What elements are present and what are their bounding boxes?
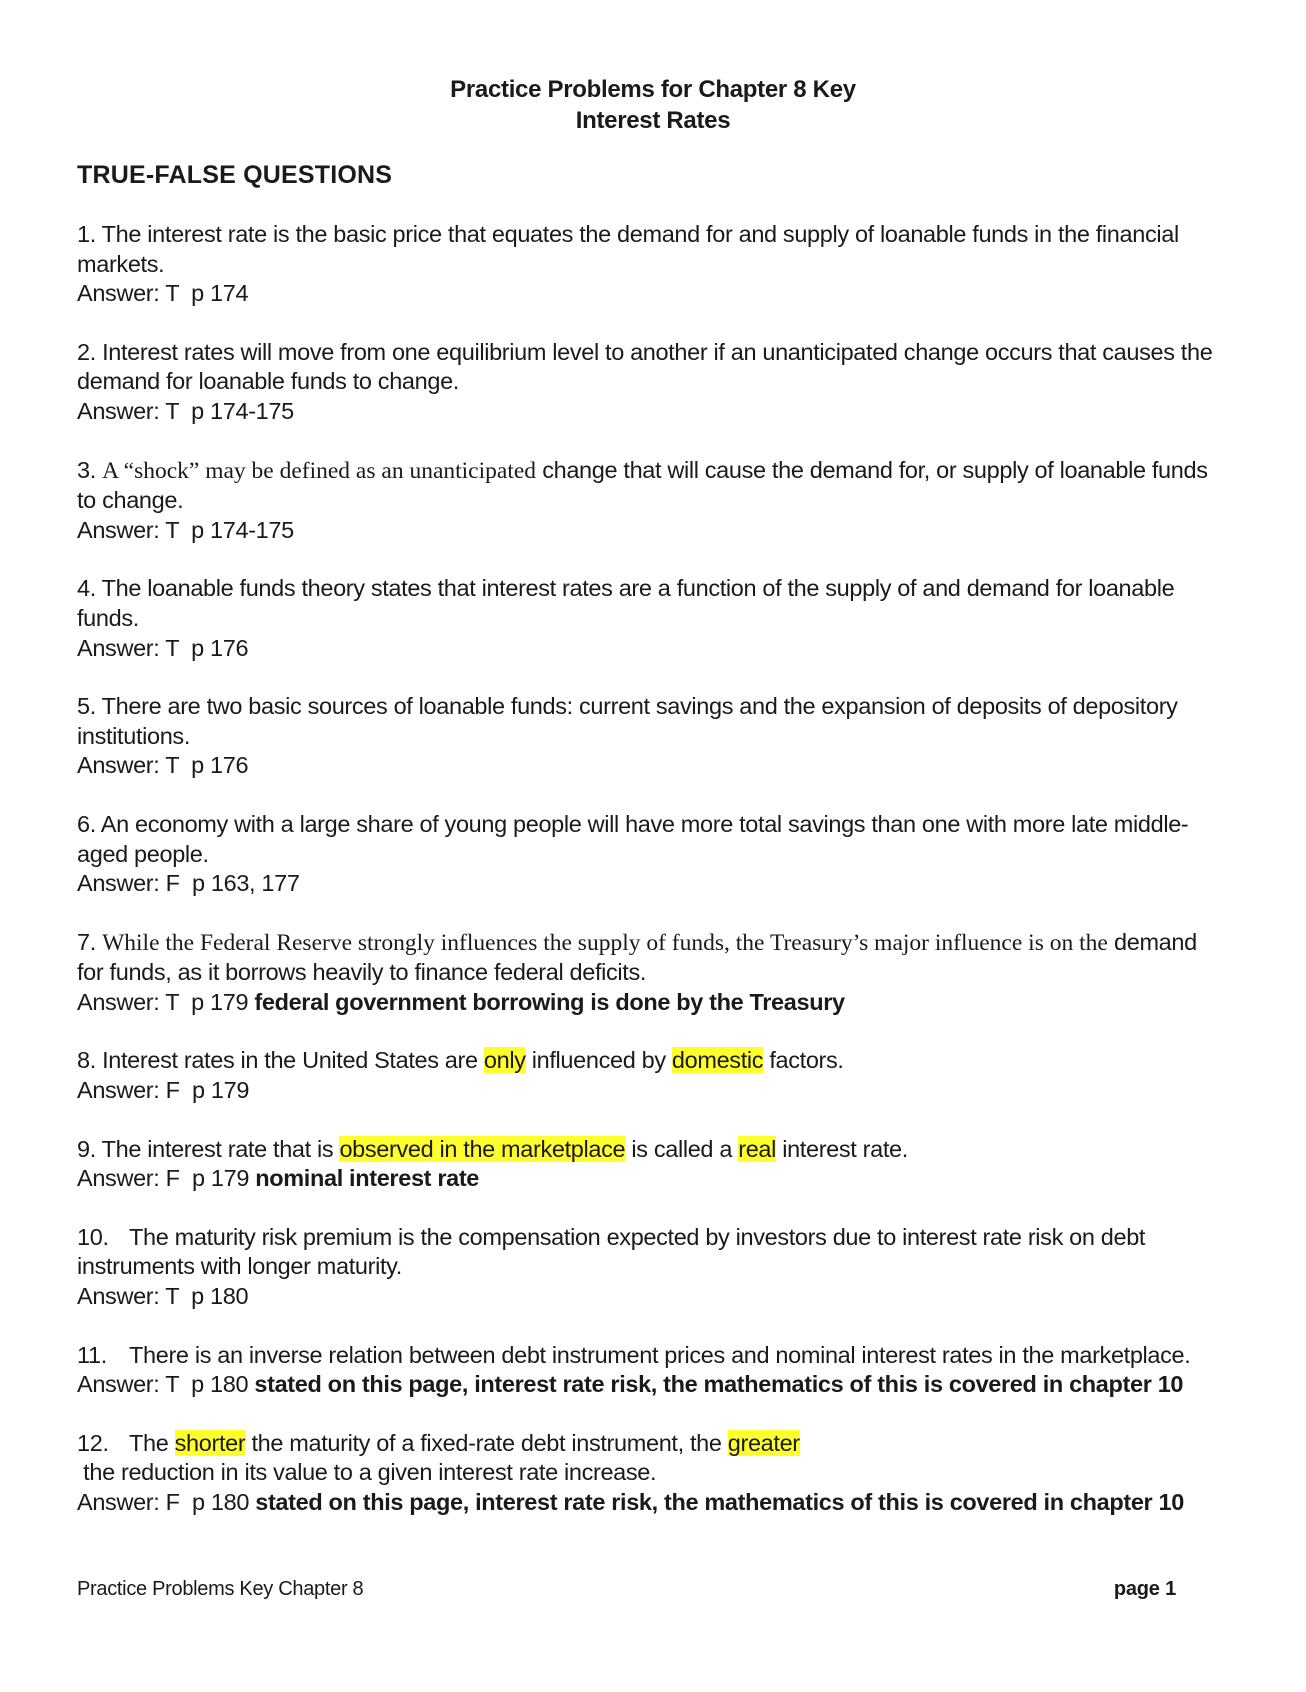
- answer: Answer: T p 174-175: [77, 397, 294, 424]
- page-number: page 1: [1113, 1578, 1176, 1600]
- question-text: 10. The maturity risk premium is the compensation expected by investors due to interest rate risk on debt instruments with longer maturity.: [77, 1223, 1146, 1280]
- question-text: 1. The interest rate is the basic price that equates the demand for and supply of loanable funds in the financial markets.: [77, 221, 1179, 277]
- question-text: 6. An economy with a large share of young people will have more total savings than one with more late middle-aged people.: [77, 810, 1189, 867]
- question-number: 7.: [77, 928, 96, 955]
- answer-line: [77, 397, 1227, 427]
- question-number: 8.: [77, 1047, 96, 1074]
- answer: Answer: T p 180: [77, 1371, 249, 1398]
- question-text: 9. The interest rate that is observed in the marketplace is called a real interest rate.: [77, 1135, 908, 1162]
- question-3: [77, 456, 1227, 546]
- question-number: 10.: [77, 1223, 109, 1250]
- answer-line: [77, 869, 1227, 899]
- question-number: 5.: [77, 693, 96, 720]
- section-heading: TRUE-FALSE QUESTIONS: [77, 161, 393, 189]
- question-8: [77, 1046, 1227, 1105]
- title-line-1: Practice Problems for Chapter 8 Key: [450, 76, 856, 103]
- answer: Answer: F p 163, 177: [77, 870, 300, 897]
- question-10: [77, 1223, 1227, 1312]
- highlighted-text: domestic: [671, 1047, 764, 1074]
- question-text: 3. A “shock” may be defined as an unanticipated change that will cause the demand for, or supply of loanable funds to change.: [77, 456, 1208, 514]
- question-number: 4.: [77, 575, 96, 602]
- question-number: 12.: [77, 1429, 109, 1456]
- answer-line: [77, 751, 1227, 781]
- question-1: [77, 220, 1227, 309]
- answer: Answer: T p 174: [77, 280, 249, 307]
- question-list: [77, 220, 1227, 1547]
- question-text: 5. There are two basic sources of loanable funds: current savings and the expansion of deposits of depository institutions.: [77, 693, 1178, 749]
- answer-line: [77, 1370, 1227, 1400]
- answer: Answer: T p 179: [77, 988, 249, 1015]
- answer-line: [77, 516, 1227, 546]
- highlighted-text: real: [738, 1135, 777, 1162]
- answer-line: [77, 988, 1227, 1018]
- question-number: 2.: [77, 338, 96, 365]
- question-11: [77, 1341, 1227, 1400]
- footer-title: Practice Problems Key Chapter 8: [77, 1578, 364, 1600]
- highlighted-text: shorter: [174, 1429, 246, 1456]
- document-title: [0, 74, 1306, 136]
- highlighted-text: only: [483, 1047, 526, 1074]
- title-line-2: Interest Rates: [575, 107, 731, 134]
- question-text: 8. Interest rates in the United States are only influenced by domestic factors.: [77, 1047, 844, 1074]
- highlighted-text: greater: [727, 1429, 800, 1456]
- question-text: 11. There is an inverse relation between debt instrument prices and nominal interest rates in the marketplace.: [77, 1342, 1190, 1368]
- question-2: [77, 338, 1227, 427]
- answer-note: stated on this page, interest rate risk, the mathematics of this is covered in chapter 10: [255, 1489, 1184, 1515]
- answer: Answer: F p 179: [77, 1077, 250, 1104]
- question-number: 1.: [77, 221, 96, 247]
- answer-line: [77, 1164, 1227, 1194]
- question-6: [77, 810, 1227, 899]
- question-9: [77, 1135, 1227, 1194]
- answer-note: federal government borrowing is done by the Treasury: [254, 988, 845, 1015]
- answer: Answer: F p 179: [77, 1165, 250, 1192]
- answer: Answer: T p 176: [77, 634, 249, 661]
- question-number: 6.: [77, 810, 96, 837]
- question-text: 2. Interest rates will move from one equilibrium level to another if an unanticipated change occurs that causes the demand for loanable funds to change.: [77, 338, 1213, 395]
- answer-line: [77, 1076, 1227, 1106]
- answer-note: stated on this page, interest rate risk, the mathematics of this is covered in chapter 10: [254, 1371, 1184, 1398]
- question-number: 11.: [77, 1341, 107, 1368]
- answer: Answer: F p 180: [77, 1489, 250, 1515]
- question-7: [77, 928, 1227, 1018]
- question-text: 7. While the Federal Reserve strongly influences the supply of funds, the Treasury’s major influence is on the demand for funds, as it borrows heavily to finance federal deficits.: [77, 928, 1197, 986]
- question-4: [77, 574, 1227, 663]
- answer-line: [77, 1282, 1227, 1312]
- answer: Answer: T p 176: [77, 752, 249, 779]
- question-text: 12. The shorter the maturity of a fixed-rate debt instrument, the greater the reduction in its value to a given interest rate increase.: [77, 1429, 800, 1486]
- answer-line: [77, 279, 1227, 309]
- question-number: 3.: [77, 456, 96, 483]
- answer-line: [77, 1488, 1227, 1518]
- answer: Answer: T p 180: [77, 1283, 249, 1310]
- question-5: [77, 692, 1227, 781]
- answer-line: [77, 634, 1227, 664]
- question-text: 4. The loanable funds theory states that interest rates are a function of the supply of and demand for loanable funds.: [77, 575, 1175, 631]
- question-12: [77, 1429, 1227, 1518]
- question-number: 9.: [77, 1135, 96, 1162]
- answer-note: nominal interest rate: [255, 1165, 480, 1192]
- answer: Answer: T p 174-175: [77, 516, 294, 543]
- highlighted-text: observed in the marketplace: [339, 1135, 626, 1162]
